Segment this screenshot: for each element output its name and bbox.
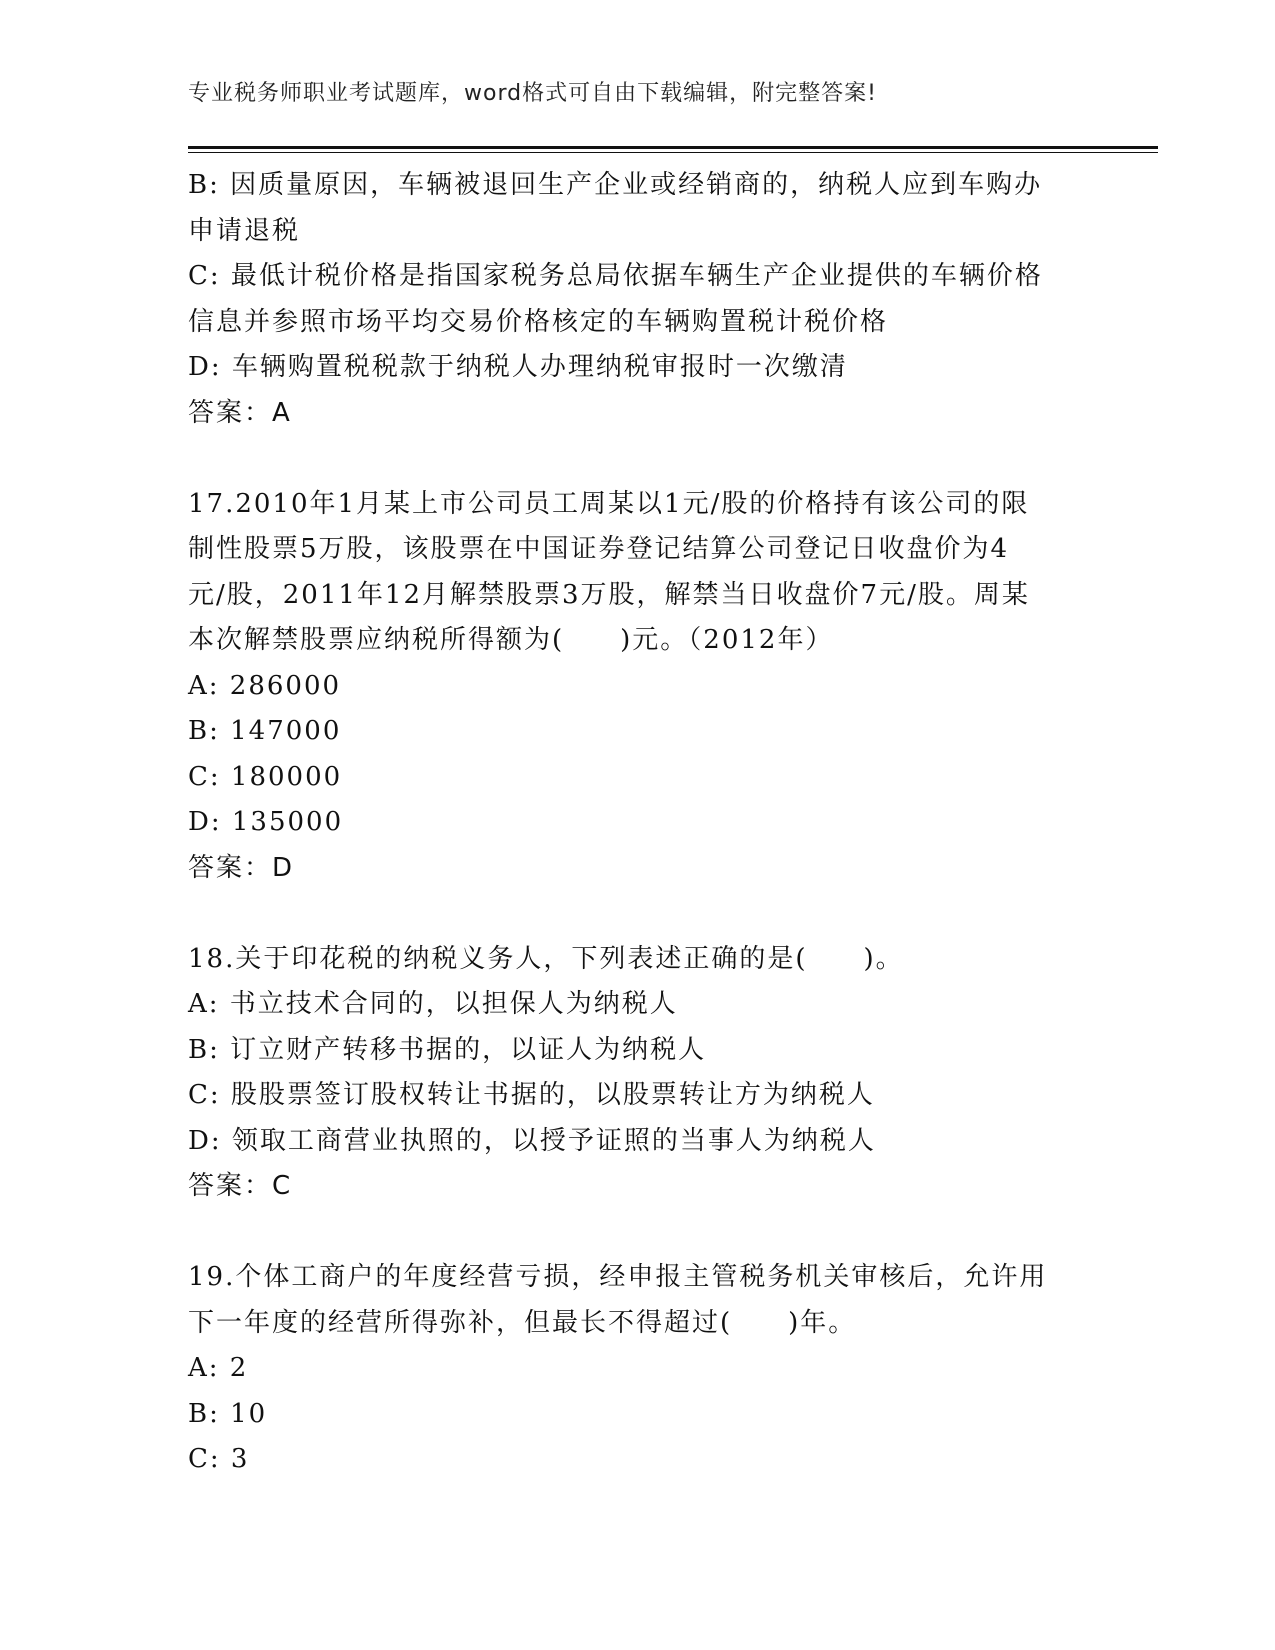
questions-content xyxy=(188,163,1088,1483)
option-b: B: 10 xyxy=(188,1398,268,1429)
option-c: C: 180000 xyxy=(188,761,343,792)
question-19 xyxy=(188,1255,1088,1483)
option-d: D: 车辆购置税税款于纳税人办理纳税审报时一次缴清 xyxy=(188,352,848,382)
option-b: B: 147000 xyxy=(188,716,342,746)
question-17 xyxy=(188,482,1088,892)
spacer xyxy=(188,1210,1088,1256)
question-stem-line: 18.关于印花税的纳税义务人，下列表述正确的是( )。 xyxy=(188,943,904,974)
spacer xyxy=(188,436,1088,482)
question-stem-line: 17.2010年1月某上市公司员工周某以1元/股的价格持有该公司的限 xyxy=(188,488,1030,519)
option-a: A: 书立技术合同的，以担保人为纳税人 xyxy=(188,989,678,1019)
option-d: D: 135000 xyxy=(188,807,344,837)
option-c-line: 信息并参照市场平均交易价格核定的车辆购置税计税价格 xyxy=(188,306,889,337)
question-18 xyxy=(188,937,1088,1210)
option-c-line: C: 最低计税价格是指国家税务总局依据车辆生产企业提供的车辆价格 xyxy=(188,261,1043,291)
question-16-tail xyxy=(188,163,1088,436)
header-rule-thick xyxy=(188,146,1158,149)
option-c: C: 3 xyxy=(188,1444,250,1474)
question-stem-line: 下一年度的经营所得弥补，但最长不得超过( )年。 xyxy=(188,1307,857,1338)
option-c: C: 股股票签订股权转让书据的，以股票转让方为纳税人 xyxy=(188,1080,875,1110)
option-b-line: 申请退税 xyxy=(188,215,301,246)
answer: 答案：C xyxy=(188,1171,293,1201)
answer: 答案：D xyxy=(188,852,295,883)
option-b-line: B: 因质量原因，车辆被退回生产企业或经销商的，纳税人应到车购办 xyxy=(188,170,1043,200)
question-stem-line: 元/股，2011年12月解禁股票3万股，解禁当日收盘价7元/股。周某 xyxy=(188,579,1030,610)
option-a: A: 286000 xyxy=(188,670,342,701)
question-stem-line: 本次解禁股票应纳税所得额为( )元。（2012年） xyxy=(188,625,834,655)
option-b: B: 订立财产转移书据的，以证人为纳税人 xyxy=(188,1034,707,1065)
header-rule-thin xyxy=(188,152,1158,153)
page-header: 专业税务师职业考试题库，word格式可自由下载编辑，附完整答案! xyxy=(188,81,877,106)
question-stem-line: 制性股票5万股，该股票在中国证券登记结算公司登记日收盘价为4 xyxy=(188,534,1010,564)
option-d: D: 领取工商营业执照的，以授予证照的当事人为纳税人 xyxy=(188,1125,876,1156)
question-stem-line: 19.个体工商户的年度经营亏损，经申报主管税务机关审核后，允许用 xyxy=(188,1262,1048,1292)
spacer xyxy=(188,891,1088,937)
option-a: A: 2 xyxy=(188,1353,249,1383)
answer: 答案：A xyxy=(188,397,292,428)
